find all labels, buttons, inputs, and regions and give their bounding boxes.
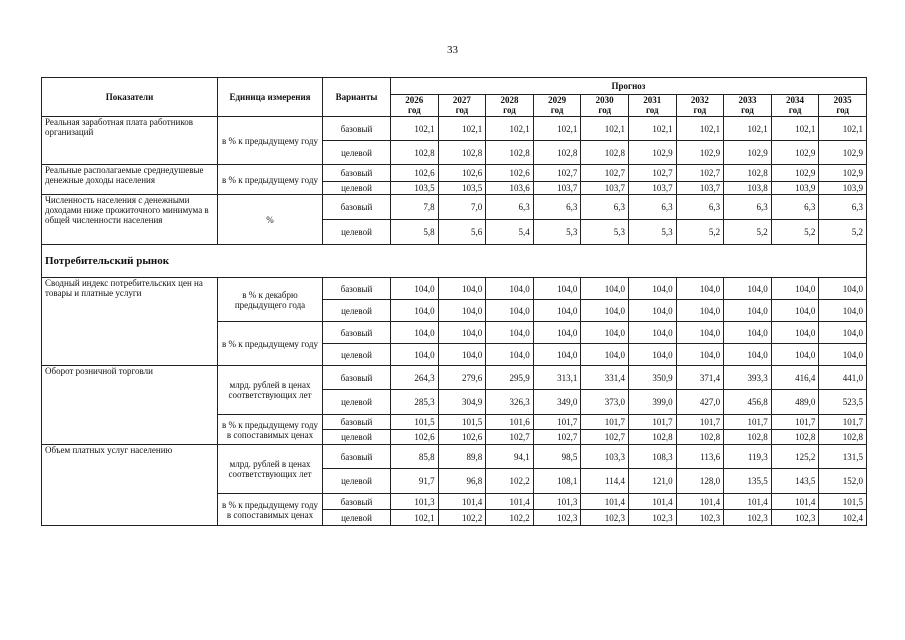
value-cell: 101,4 (486, 494, 534, 510)
value-cell: 393,3 (724, 366, 772, 390)
unit-cell: млрд. рублей в ценах соответствующих лет (218, 445, 323, 494)
variant-cell: базовый (323, 278, 391, 300)
variant-cell: базовый (323, 445, 391, 469)
indicator-cell: Сводный индекс потребительских цен на товары и платные услуги (42, 278, 218, 366)
year-header (391, 95, 439, 117)
value-cell: 349,0 (533, 390, 581, 415)
value-cell: 104,0 (533, 322, 581, 344)
year-number: 2035 (833, 95, 852, 105)
value-cell: 104,0 (724, 278, 772, 300)
value-cell: 101,6 (486, 415, 534, 430)
value-cell: 103,6 (486, 182, 534, 195)
variant-cell: базовый (323, 366, 391, 390)
value-cell: 104,0 (581, 322, 629, 344)
value-cell: 101,4 (581, 494, 629, 510)
year-header (533, 95, 581, 117)
value-cell: 101,7 (628, 415, 676, 430)
value-cell: 6,3 (628, 195, 676, 220)
value-cell: 102,9 (771, 165, 819, 182)
indicator-cell: Объем платных услуг населению (42, 445, 218, 526)
year-header (676, 95, 724, 117)
value-cell: 89,8 (438, 445, 486, 469)
variant-cell: целевой (323, 430, 391, 445)
value-cell: 101,4 (724, 494, 772, 510)
value-cell: 104,0 (819, 322, 867, 344)
header-variants: Варианты (323, 78, 391, 117)
value-cell: 104,0 (486, 300, 534, 322)
unit-cell: в % к предыдущему году (218, 322, 323, 366)
value-cell: 102,9 (676, 141, 724, 165)
value-cell: 102,3 (771, 510, 819, 526)
value-cell: 6,3 (819, 195, 867, 220)
year-number: 2028 (500, 95, 519, 105)
value-cell: 5,6 (438, 220, 486, 245)
value-cell: 331,4 (581, 366, 629, 390)
value-cell: 101,3 (533, 494, 581, 510)
value-cell: 104,0 (771, 322, 819, 344)
unit-cell: % (218, 195, 323, 245)
value-cell: 102,7 (581, 165, 629, 182)
value-cell: 121,0 (628, 469, 676, 494)
value-cell: 104,0 (724, 300, 772, 322)
value-cell: 489,0 (771, 390, 819, 415)
value-cell: 102,6 (486, 165, 534, 182)
value-cell: 102,8 (819, 430, 867, 445)
year-header (771, 95, 819, 117)
value-cell: 313,1 (533, 366, 581, 390)
value-cell: 102,6 (391, 430, 439, 445)
variant-cell: целевой (323, 182, 391, 195)
unit-cell: в % к декабрю предыдущего года (218, 278, 323, 322)
year-word: год (550, 104, 564, 115)
value-cell: 104,0 (391, 300, 439, 322)
indicator-cell: Оборот розничной торговли (42, 366, 218, 445)
value-cell: 101,5 (438, 415, 486, 430)
year-number: 2033 (738, 95, 757, 105)
value-cell: 104,0 (819, 344, 867, 366)
value-cell: 104,0 (724, 322, 772, 344)
year-number: 2031 (643, 95, 662, 105)
value-cell: 104,0 (628, 278, 676, 300)
value-cell: 264,3 (391, 366, 439, 390)
value-cell: 102,6 (438, 165, 486, 182)
year-header (819, 95, 867, 117)
value-cell: 101,7 (771, 415, 819, 430)
value-cell: 104,0 (628, 300, 676, 322)
value-cell: 456,8 (724, 390, 772, 415)
value-cell: 102,2 (486, 510, 534, 526)
value-cell: 125,2 (771, 445, 819, 469)
section-row (42, 245, 867, 278)
value-cell: 104,0 (391, 344, 439, 366)
year-header (724, 95, 772, 117)
variant-cell: целевой (323, 510, 391, 526)
value-cell: 104,0 (438, 344, 486, 366)
value-cell: 6,3 (771, 195, 819, 220)
value-cell: 102,3 (676, 510, 724, 526)
value-cell: 102,8 (771, 430, 819, 445)
year-number: 2029 (548, 95, 567, 105)
year-number: 2030 (595, 95, 614, 105)
value-cell: 101,7 (819, 415, 867, 430)
year-header (628, 95, 676, 117)
value-cell: 104,0 (438, 322, 486, 344)
value-cell: 104,0 (819, 300, 867, 322)
value-cell: 128,0 (676, 469, 724, 494)
value-cell: 103,9 (819, 182, 867, 195)
variant-cell: базовый (323, 165, 391, 182)
value-cell: 102,9 (628, 141, 676, 165)
year-word: год (788, 104, 802, 115)
value-cell: 102,1 (438, 117, 486, 141)
value-cell: 104,0 (581, 300, 629, 322)
value-cell: 101,7 (724, 415, 772, 430)
year-word: год (598, 104, 611, 115)
value-cell: 5,8 (391, 220, 439, 245)
year-word: год (836, 104, 849, 115)
table-row (42, 445, 867, 469)
value-cell: 102,9 (771, 141, 819, 165)
value-cell: 104,0 (438, 278, 486, 300)
value-cell: 102,2 (438, 510, 486, 526)
value-cell: 101,3 (391, 494, 439, 510)
variant-cell: базовый (323, 195, 391, 220)
value-cell: 101,4 (676, 494, 724, 510)
value-cell: 304,9 (438, 390, 486, 415)
value-cell: 102,9 (819, 141, 867, 165)
year-word: год (455, 104, 469, 115)
value-cell: 104,0 (771, 300, 819, 322)
year-number: 2026 (405, 95, 424, 105)
value-cell: 104,0 (391, 278, 439, 300)
value-cell: 104,0 (581, 278, 629, 300)
unit-cell: в % к предыдущему году (218, 117, 323, 165)
header-unit: Единица измерения (218, 78, 323, 117)
value-cell: 104,0 (676, 322, 724, 344)
table-row (42, 195, 867, 220)
value-cell: 326,3 (486, 390, 534, 415)
value-cell: 102,8 (391, 141, 439, 165)
value-cell: 102,8 (628, 430, 676, 445)
value-cell: 101,7 (533, 415, 581, 430)
value-cell: 427,0 (676, 390, 724, 415)
value-cell: 102,1 (391, 117, 439, 141)
value-cell: 101,5 (819, 494, 867, 510)
table-row (42, 278, 867, 300)
value-cell: 6,3 (676, 195, 724, 220)
value-cell: 371,4 (676, 366, 724, 390)
variant-cell: базовый (323, 415, 391, 430)
unit-cell: в % к предыдущему году в сопоставимых ценах (218, 415, 323, 445)
value-cell: 6,3 (533, 195, 581, 220)
value-cell: 94,1 (486, 445, 534, 469)
value-cell: 102,7 (581, 430, 629, 445)
value-cell: 350,9 (628, 366, 676, 390)
value-cell: 104,0 (628, 322, 676, 344)
section-title: Потребительский рынок (42, 245, 867, 278)
unit-cell: млрд. рублей в ценах соответствующих лет (218, 366, 323, 415)
variant-cell: базовый (323, 322, 391, 344)
value-cell: 103,5 (438, 182, 486, 195)
value-cell: 103,7 (676, 182, 724, 195)
value-cell: 279,6 (438, 366, 486, 390)
year-header (486, 95, 534, 117)
value-cell: 103,7 (533, 182, 581, 195)
year-word: год (693, 104, 707, 115)
value-cell: 102,1 (486, 117, 534, 141)
value-cell: 5,2 (676, 220, 724, 245)
value-cell: 104,0 (533, 278, 581, 300)
value-cell: 102,6 (438, 430, 486, 445)
value-cell: 98,5 (533, 445, 581, 469)
value-cell: 103,7 (581, 182, 629, 195)
value-cell: 102,1 (819, 117, 867, 141)
value-cell: 5,2 (724, 220, 772, 245)
value-cell: 5,3 (628, 220, 676, 245)
value-cell: 104,0 (486, 322, 534, 344)
value-cell: 119,3 (724, 445, 772, 469)
variant-cell: целевой (323, 469, 391, 494)
value-cell: 102,4 (819, 510, 867, 526)
value-cell: 104,0 (438, 300, 486, 322)
value-cell: 103,8 (724, 182, 772, 195)
value-cell: 102,7 (533, 165, 581, 182)
year-header (438, 95, 486, 117)
value-cell: 104,0 (391, 322, 439, 344)
value-cell: 5,4 (486, 220, 534, 245)
value-cell: 143,5 (771, 469, 819, 494)
value-cell: 104,0 (819, 278, 867, 300)
indicator-cell: Реальная заработная плата работников организаций (42, 117, 218, 165)
value-cell: 295,9 (486, 366, 534, 390)
year-word: год (741, 104, 754, 115)
value-cell: 102,9 (724, 141, 772, 165)
value-cell: 104,0 (533, 300, 581, 322)
value-cell: 104,0 (771, 278, 819, 300)
value-cell: 103,3 (581, 445, 629, 469)
value-cell: 102,3 (724, 510, 772, 526)
indicator-cell: Реальные располагаемые среднедушевые денежные доходы населения (42, 165, 218, 195)
value-cell: 102,7 (628, 165, 676, 182)
value-cell: 135,5 (724, 469, 772, 494)
value-cell: 6,3 (581, 195, 629, 220)
value-cell: 104,0 (486, 344, 534, 366)
value-cell: 104,0 (724, 344, 772, 366)
value-cell: 101,5 (391, 415, 439, 430)
indicator-cell: Численность населения с денежными доходами ниже прожиточного минимума в общей численности населения (42, 195, 218, 245)
value-cell: 102,1 (628, 117, 676, 141)
header-indicators: Показатели (42, 78, 218, 117)
value-cell: 102,3 (533, 510, 581, 526)
value-cell: 101,4 (771, 494, 819, 510)
value-cell: 102,8 (724, 430, 772, 445)
value-cell: 101,7 (581, 415, 629, 430)
variant-cell: базовый (323, 117, 391, 141)
value-cell: 104,0 (771, 344, 819, 366)
table-row (42, 366, 867, 390)
value-cell: 102,8 (676, 430, 724, 445)
variant-cell: целевой (323, 344, 391, 366)
variant-cell: целевой (323, 300, 391, 322)
unit-cell: в % к предыдущему году (218, 165, 323, 195)
year-number: 2027 (452, 95, 471, 105)
value-cell: 7,8 (391, 195, 439, 220)
year-number: 2034 (786, 95, 805, 105)
value-cell: 104,0 (676, 278, 724, 300)
value-cell: 102,8 (438, 141, 486, 165)
value-cell: 102,1 (391, 510, 439, 526)
value-cell: 6,3 (724, 195, 772, 220)
value-cell: 102,7 (533, 430, 581, 445)
table-row (42, 165, 867, 182)
value-cell: 7,0 (438, 195, 486, 220)
value-cell: 102,1 (533, 117, 581, 141)
value-cell: 101,4 (438, 494, 486, 510)
value-cell: 6,3 (486, 195, 534, 220)
variant-cell: целевой (323, 220, 391, 245)
table-row (42, 117, 867, 141)
unit-cell: в % к предыдущему году в сопоставимых ценах (218, 494, 323, 526)
value-cell: 108,3 (628, 445, 676, 469)
value-cell: 102,8 (533, 141, 581, 165)
value-cell: 102,8 (724, 165, 772, 182)
value-cell: 523,5 (819, 390, 867, 415)
header-forecast: Прогноз (391, 78, 867, 95)
value-cell: 399,0 (628, 390, 676, 415)
value-cell: 101,7 (676, 415, 724, 430)
value-cell: 101,4 (628, 494, 676, 510)
value-cell: 441,0 (819, 366, 867, 390)
variant-cell: базовый (323, 494, 391, 510)
value-cell: 102,1 (581, 117, 629, 141)
value-cell: 114,4 (581, 469, 629, 494)
value-cell: 104,0 (486, 278, 534, 300)
value-cell: 108,1 (533, 469, 581, 494)
value-cell: 104,0 (676, 344, 724, 366)
value-cell: 5,2 (771, 220, 819, 245)
value-cell: 102,8 (581, 141, 629, 165)
value-cell: 416,4 (771, 366, 819, 390)
value-cell: 5,2 (819, 220, 867, 245)
value-cell: 102,6 (391, 165, 439, 182)
value-cell: 5,3 (581, 220, 629, 245)
value-cell: 102,1 (771, 117, 819, 141)
value-cell: 102,8 (486, 141, 534, 165)
value-cell: 102,2 (486, 469, 534, 494)
year-header (581, 95, 629, 117)
variant-cell: целевой (323, 141, 391, 165)
year-word: год (407, 104, 421, 115)
value-cell: 104,0 (676, 300, 724, 322)
value-cell: 102,3 (581, 510, 629, 526)
value-cell: 102,7 (486, 430, 534, 445)
year-word: год (503, 104, 516, 115)
value-cell: 104,0 (628, 344, 676, 366)
value-cell: 103,9 (771, 182, 819, 195)
value-cell: 373,0 (581, 390, 629, 415)
value-cell: 102,1 (676, 117, 724, 141)
value-cell: 102,3 (628, 510, 676, 526)
value-cell: 102,9 (819, 165, 867, 182)
value-cell: 131,5 (819, 445, 867, 469)
value-cell: 91,7 (391, 469, 439, 494)
value-cell: 5,3 (533, 220, 581, 245)
value-cell: 104,0 (581, 344, 629, 366)
value-cell: 102,7 (676, 165, 724, 182)
forecast-table (41, 77, 867, 526)
value-cell: 85,8 (391, 445, 439, 469)
value-cell: 113,6 (676, 445, 724, 469)
value-cell: 103,7 (628, 182, 676, 195)
value-cell: 102,1 (724, 117, 772, 141)
value-cell: 104,0 (533, 344, 581, 366)
value-cell: 285,3 (391, 390, 439, 415)
value-cell: 96,8 (438, 469, 486, 494)
page-number: 33 (447, 44, 458, 56)
value-cell: 103,5 (391, 182, 439, 195)
year-number: 2032 (690, 95, 709, 105)
year-word: год (645, 104, 659, 115)
value-cell: 152,0 (819, 469, 867, 494)
variant-cell: целевой (323, 390, 391, 415)
